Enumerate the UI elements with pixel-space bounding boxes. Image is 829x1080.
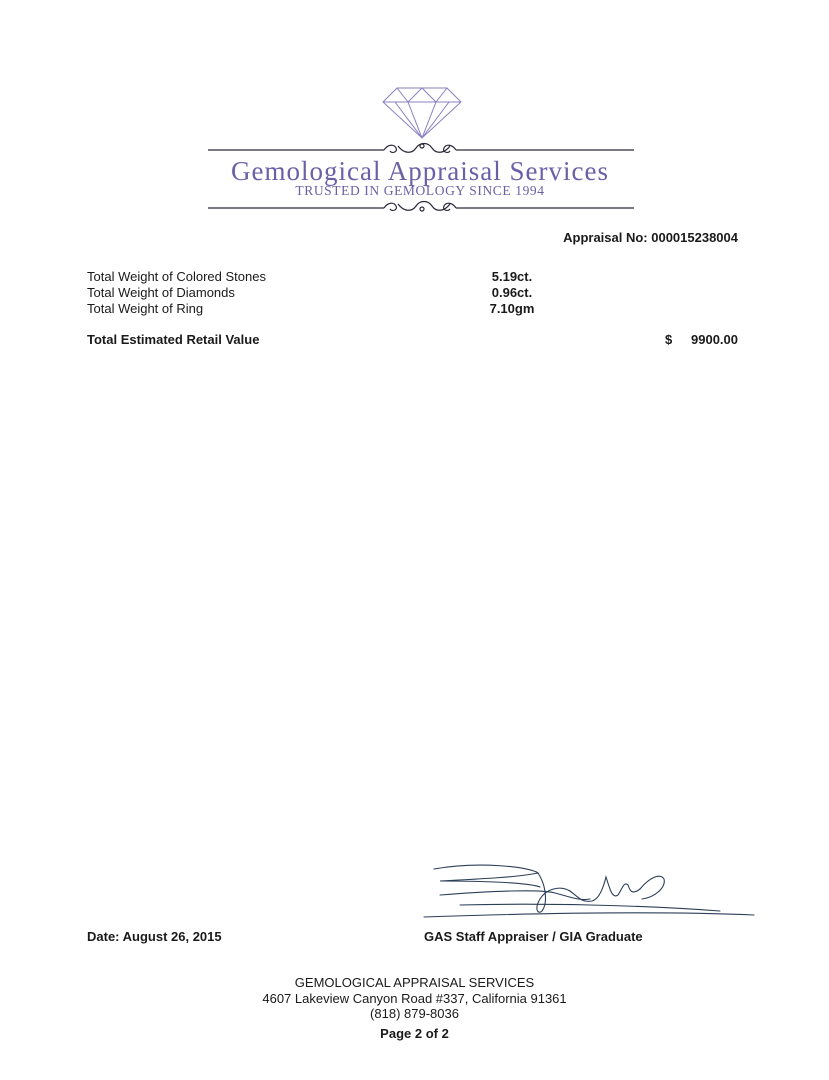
- weight-value: 5.19ct.: [491, 269, 533, 284]
- appraisal-number: Appraisal No: 000015238004: [563, 230, 738, 245]
- appraisal-date: Date: August 26, 2015: [87, 929, 222, 944]
- bottom-ornament: [208, 202, 634, 212]
- currency-symbol: $: [665, 332, 673, 347]
- company-logo: [200, 84, 640, 224]
- total-label: Total Estimated Retail Value: [87, 332, 260, 347]
- signature-image: [420, 855, 760, 923]
- top-ornament: [208, 144, 634, 153]
- weight-row: [87, 285, 737, 301]
- weight-label: Total Weight of Diamonds: [87, 285, 235, 300]
- company-footer: [0, 975, 829, 1041]
- weight-value: 0.96ct.: [491, 285, 533, 300]
- logo-graphic: [200, 84, 640, 224]
- weight-row: [87, 269, 737, 285]
- diamond-icon: [383, 88, 461, 138]
- company-address: 4607 Lakeview Canyon Road #337, California 91361: [262, 990, 567, 1006]
- company-name: GEMOLOGICAL APPRAISAL SERVICES: [294, 975, 535, 990]
- total-amount: 9900.00: [691, 332, 738, 347]
- weight-value: 7.10gm: [489, 301, 535, 316]
- company-logo-name: Gemological Appraisal Services: [231, 156, 609, 186]
- company-phone: (818) 879-8036: [370, 1006, 459, 1021]
- company-logo-tagline: TRUSTED IN GEMOLOGY SINCE 1994: [295, 183, 545, 198]
- page-number: Page 2 of 2: [380, 1025, 449, 1041]
- weight-label: Total Weight of Colored Stones: [87, 269, 266, 284]
- signer-title: GAS Staff Appraiser / GIA Graduate: [424, 929, 643, 944]
- weight-label: Total Weight of Ring: [87, 301, 204, 316]
- weight-row: [87, 301, 737, 317]
